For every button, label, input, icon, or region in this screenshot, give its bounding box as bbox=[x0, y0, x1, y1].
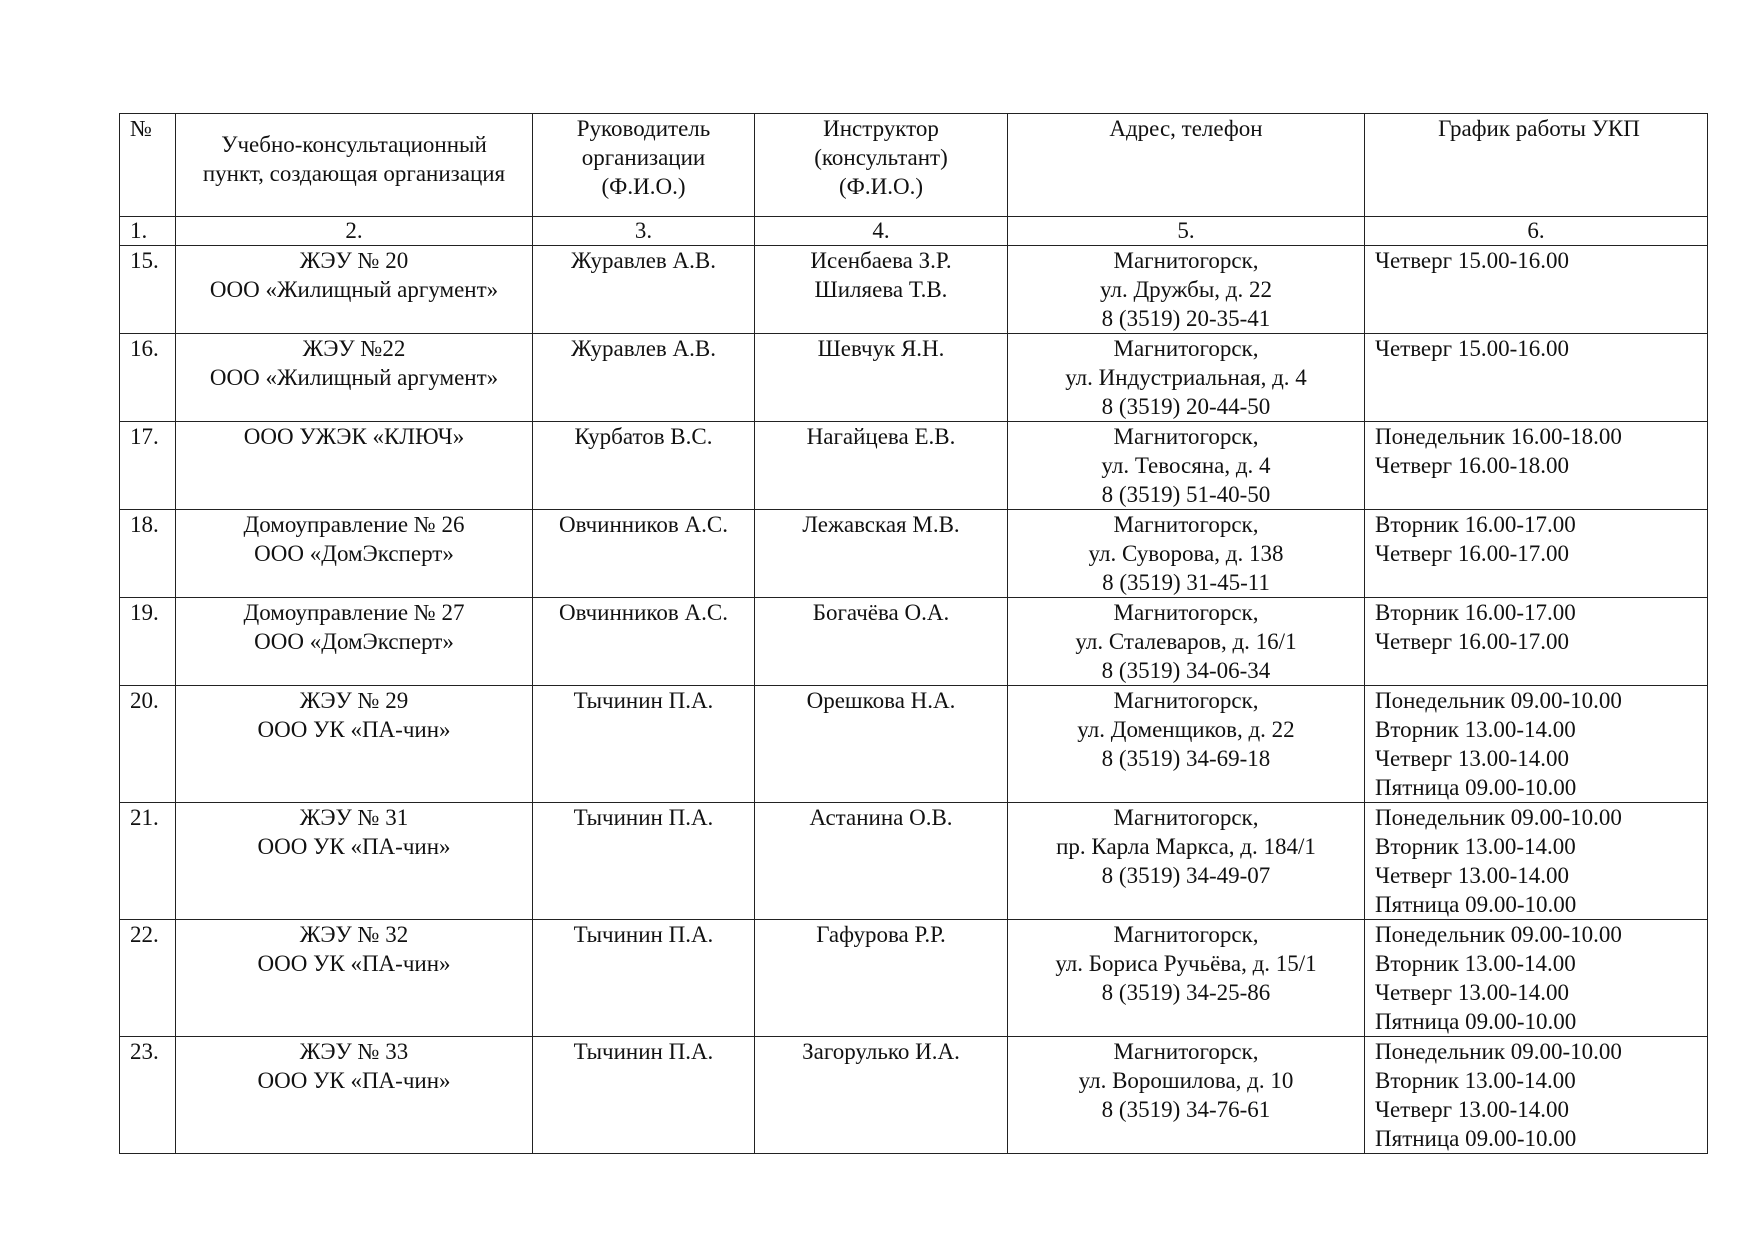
row-number: 19. bbox=[120, 598, 176, 686]
ukp-table bbox=[119, 113, 1708, 1154]
consult-point-cell: ЖЭУ № 31 ООО УК «ПА-чин» bbox=[176, 803, 533, 920]
header-instructor: Инструктор (консультант) (Ф.И.О.) bbox=[755, 114, 1008, 217]
consult-point-cell: Домоуправление № 26 ООО «ДомЭксперт» bbox=[176, 510, 533, 598]
schedule-cell: Вторник 16.00-17.00 Четверг 16.00-17.00 bbox=[1365, 510, 1708, 598]
instructor-cell: Шевчук Я.Н. bbox=[755, 334, 1008, 422]
column-numbers-row bbox=[120, 217, 1708, 246]
address-phone-cell: Магнитогорск, ул. Ворошилова, д. 10 8 (3519) 34-76-61 bbox=[1008, 1037, 1365, 1154]
instructor-cell: Богачёва О.А. bbox=[755, 598, 1008, 686]
schedule-cell: Четверг 15.00-16.00 bbox=[1365, 334, 1708, 422]
schedule-cell: Понедельник 09.00-10.00 Вторник 13.00-14.00 Четверг 13.00-14.00 Пятница 09.00-10.00 bbox=[1365, 920, 1708, 1037]
row-number: 20. bbox=[120, 686, 176, 803]
table-row bbox=[120, 920, 1708, 1037]
organization-head-cell: Курбатов В.С. bbox=[533, 422, 755, 510]
organization-head-cell: Овчинников А.С. bbox=[533, 510, 755, 598]
schedule-cell: Вторник 16.00-17.00 Четверг 16.00-17.00 bbox=[1365, 598, 1708, 686]
column-number: 6. bbox=[1365, 217, 1708, 246]
table-row bbox=[120, 686, 1708, 803]
instructor-cell: Гафурова Р.Р. bbox=[755, 920, 1008, 1037]
address-phone-cell: Магнитогорск, ул. Бориса Ручьёва, д. 15/1 8 (3519) 34-25-86 bbox=[1008, 920, 1365, 1037]
consult-point-cell: ЖЭУ № 33 ООО УК «ПА-чин» bbox=[176, 1037, 533, 1154]
instructor-cell: Орешкова Н.А. bbox=[755, 686, 1008, 803]
schedule-cell: Четверг 15.00-16.00 bbox=[1365, 246, 1708, 334]
column-number: 4. bbox=[755, 217, 1008, 246]
organization-head-cell: Журавлев А.В. bbox=[533, 246, 755, 334]
schedule-cell: Понедельник 09.00-10.00 Вторник 13.00-14.00 Четверг 13.00-14.00 Пятница 09.00-10.00 bbox=[1365, 686, 1708, 803]
consult-point-cell: Домоуправление № 27 ООО «ДомЭксперт» bbox=[176, 598, 533, 686]
header-row bbox=[120, 114, 1708, 217]
row-number: 22. bbox=[120, 920, 176, 1037]
address-phone-cell: Магнитогорск, ул. Тевосяна, д. 4 8 (3519) 51-40-50 bbox=[1008, 422, 1365, 510]
address-phone-cell: Магнитогорск, ул. Дружбы, д. 22 8 (3519) 20-35-41 bbox=[1008, 246, 1365, 334]
schedule-cell: Понедельник 16.00-18.00 Четверг 16.00-18.00 bbox=[1365, 422, 1708, 510]
header-number: № bbox=[120, 114, 176, 217]
row-number: 21. bbox=[120, 803, 176, 920]
instructor-cell: Астанина О.В. bbox=[755, 803, 1008, 920]
table-row bbox=[120, 334, 1708, 422]
row-number: 23. bbox=[120, 1037, 176, 1154]
schedule-cell: Понедельник 09.00-10.00 Вторник 13.00-14.00 Четверг 13.00-14.00 Пятница 09.00-10.00 bbox=[1365, 803, 1708, 920]
table-row bbox=[120, 510, 1708, 598]
organization-head-cell: Тычинин П.А. bbox=[533, 920, 755, 1037]
table-row bbox=[120, 1037, 1708, 1154]
header-point: Учебно-консультационный пункт, создающая организация bbox=[176, 114, 533, 217]
column-number: 5. bbox=[1008, 217, 1365, 246]
row-number: 16. bbox=[120, 334, 176, 422]
table-row bbox=[120, 598, 1708, 686]
header-head: Руководитель организации (Ф.И.О.) bbox=[533, 114, 755, 217]
organization-head-cell: Тычинин П.А. bbox=[533, 686, 755, 803]
organization-head-cell: Овчинников А.С. bbox=[533, 598, 755, 686]
instructor-cell: Загорулько И.А. bbox=[755, 1037, 1008, 1154]
header-address: Адрес, телефон bbox=[1008, 114, 1365, 217]
row-number: 18. bbox=[120, 510, 176, 598]
row-number: 15. bbox=[120, 246, 176, 334]
table-row bbox=[120, 422, 1708, 510]
organization-head-cell: Журавлев А.В. bbox=[533, 334, 755, 422]
address-phone-cell: Магнитогорск, ул. Индустриальная, д. 4 8 (3519) 20-44-50 bbox=[1008, 334, 1365, 422]
consult-point-cell: ЖЭУ №22 ООО «Жилищный аргумент» bbox=[176, 334, 533, 422]
column-number: 2. bbox=[176, 217, 533, 246]
table-row bbox=[120, 803, 1708, 920]
address-phone-cell: Магнитогорск, ул. Суворова, д. 138 8 (3519) 31-45-11 bbox=[1008, 510, 1365, 598]
row-number: 17. bbox=[120, 422, 176, 510]
instructor-cell: Нагайцева Е.В. bbox=[755, 422, 1008, 510]
column-number: 3. bbox=[533, 217, 755, 246]
address-phone-cell: Магнитогорск, ул. Доменщиков, д. 22 8 (3519) 34-69-18 bbox=[1008, 686, 1365, 803]
consult-point-cell: ООО УЖЭК «КЛЮЧ» bbox=[176, 422, 533, 510]
header-schedule: График работы УКП bbox=[1365, 114, 1708, 217]
organization-head-cell: Тычинин П.А. bbox=[533, 803, 755, 920]
schedule-cell: Понедельник 09.00-10.00 Вторник 13.00-14.00 Четверг 13.00-14.00 Пятница 09.00-10.00 bbox=[1365, 1037, 1708, 1154]
consult-point-cell: ЖЭУ № 20 ООО «Жилищный аргумент» bbox=[176, 246, 533, 334]
address-phone-cell: Магнитогорск, ул. Сталеваров, д. 16/1 8 (3519) 34-06-34 bbox=[1008, 598, 1365, 686]
address-phone-cell: Магнитогорск, пр. Карла Маркса, д. 184/1 8 (3519) 34-49-07 bbox=[1008, 803, 1365, 920]
instructor-cell: Лежавская М.В. bbox=[755, 510, 1008, 598]
consult-point-cell: ЖЭУ № 32 ООО УК «ПА-чин» bbox=[176, 920, 533, 1037]
column-number: 1. bbox=[120, 217, 176, 246]
table-row bbox=[120, 246, 1708, 334]
table-body bbox=[120, 246, 1708, 1154]
consult-point-cell: ЖЭУ № 29 ООО УК «ПА-чин» bbox=[176, 686, 533, 803]
organization-head-cell: Тычинин П.А. bbox=[533, 1037, 755, 1154]
instructor-cell: Исенбаева З.Р. Шиляева Т.В. bbox=[755, 246, 1008, 334]
